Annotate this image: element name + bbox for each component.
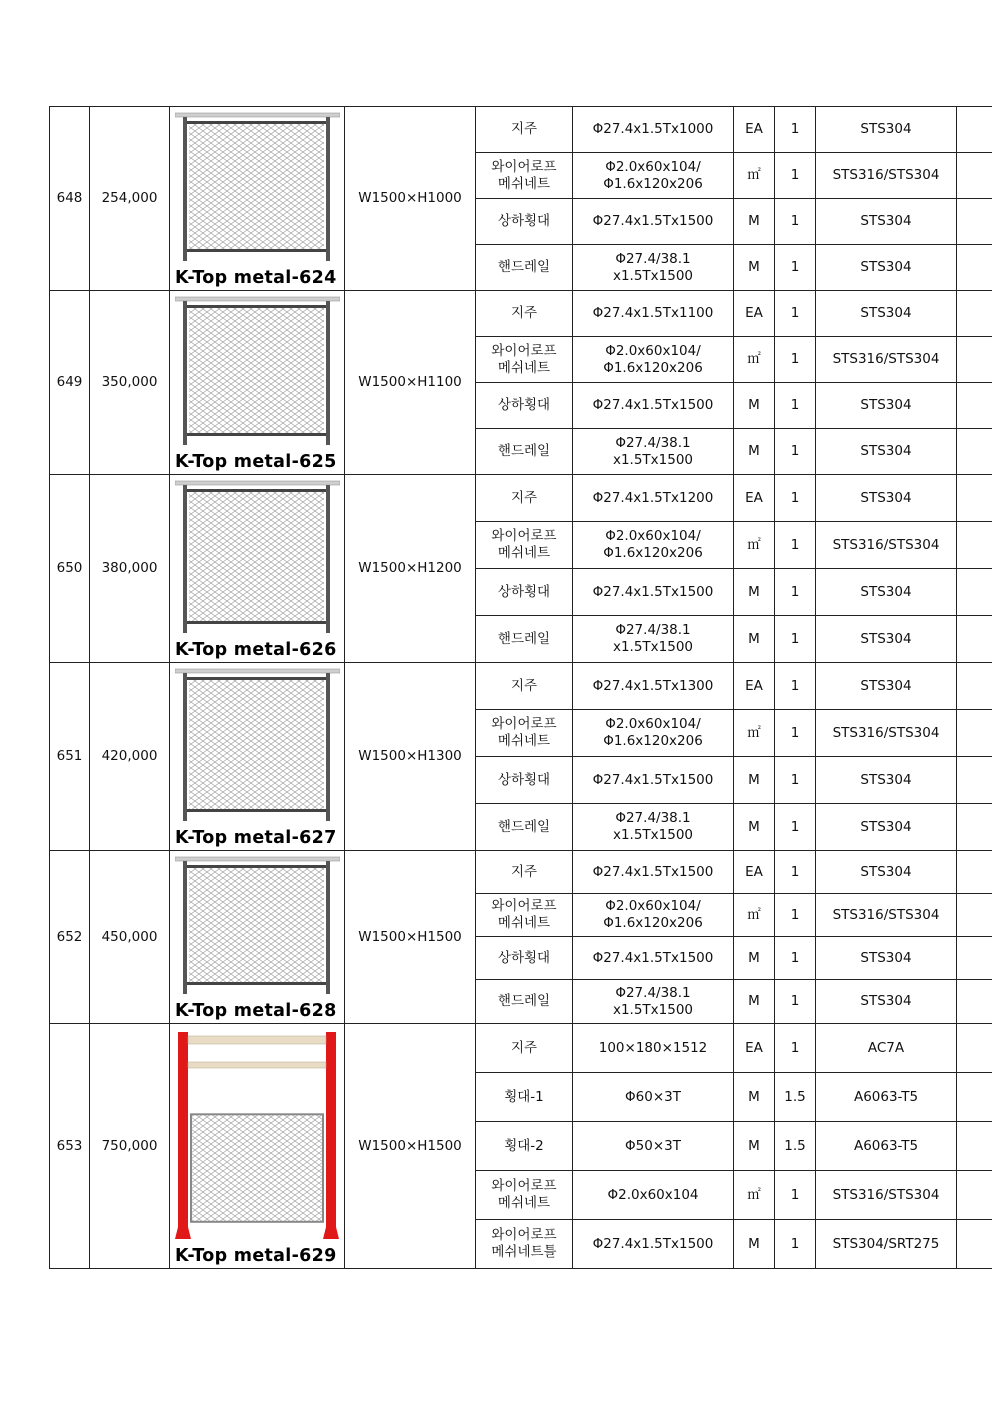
part-unit: M	[734, 1073, 775, 1122]
part-name: 와이어로프 메쉬네트	[476, 710, 573, 757]
part-note	[957, 1122, 992, 1171]
part-spec: Φ2.0x60x104/ Φ1.6x120x206	[573, 710, 734, 757]
part-unit: M	[734, 980, 775, 1024]
product-spec-table	[49, 106, 992, 1269]
railing-illustration	[175, 475, 340, 639]
part-unit: EA	[734, 475, 775, 522]
railing-illustration	[175, 663, 340, 827]
item-number: 653	[50, 1024, 90, 1269]
part-material: A6063-T5	[816, 1073, 957, 1122]
part-spec: Φ2.0x60x104/ Φ1.6x120x206	[573, 522, 734, 569]
model-name: K-Top metal-628	[175, 1001, 337, 1021]
part-material: STS316/STS304	[816, 894, 957, 937]
part-name: 와이어로프 메쉬네트	[476, 894, 573, 937]
part-note	[957, 337, 992, 383]
part-note	[957, 937, 992, 980]
part-name: 지주	[476, 1024, 573, 1073]
part-name: 상하횡대	[476, 199, 573, 245]
product-image	[170, 851, 344, 1022]
part-note	[957, 1073, 992, 1122]
part-spec: Φ27.4x1.5Tx1500	[573, 383, 734, 429]
part-material: STS316/STS304	[816, 522, 957, 569]
part-spec: Φ2.0x60x104	[573, 1171, 734, 1220]
part-note	[957, 107, 992, 153]
item-price: 420,000	[90, 663, 170, 851]
product-image-cell	[170, 107, 345, 291]
part-unit: M	[734, 757, 775, 804]
part-note	[957, 569, 992, 616]
product-image	[170, 107, 344, 289]
part-qty: 1.5	[775, 1073, 816, 1122]
part-spec: Φ27.4x1.5Tx1300	[573, 663, 734, 710]
part-name: 와이어로프 메쉬네트	[476, 337, 573, 383]
part-spec: Φ50×3T	[573, 1122, 734, 1171]
item-size: W1500×H1500	[345, 851, 476, 1024]
product-row	[50, 291, 992, 337]
part-spec: Φ27.4x1.5Tx1500	[573, 569, 734, 616]
part-qty: 1	[775, 804, 816, 851]
part-name: 와이어로프 메쉬네트	[476, 522, 573, 569]
part-qty: 1	[775, 199, 816, 245]
part-material: STS304	[816, 616, 957, 663]
part-material: STS304	[816, 980, 957, 1024]
part-note	[957, 153, 992, 199]
product-image-cell	[170, 1024, 345, 1269]
part-name: 지주	[476, 663, 573, 710]
item-price: 750,000	[90, 1024, 170, 1269]
part-unit: M	[734, 1122, 775, 1171]
part-name: 상하횡대	[476, 569, 573, 616]
part-unit: ㎡	[734, 1171, 775, 1220]
product-image	[170, 1024, 344, 1267]
part-name: 횡대-1	[476, 1073, 573, 1122]
item-number: 648	[50, 107, 90, 291]
part-material: STS304	[816, 429, 957, 475]
part-material: STS304	[816, 757, 957, 804]
part-note	[957, 710, 992, 757]
part-unit: ㎡	[734, 153, 775, 199]
product-image	[170, 663, 344, 849]
part-unit: M	[734, 245, 775, 291]
item-number: 652	[50, 851, 90, 1024]
part-spec: Φ27.4x1.5Tx1500	[573, 1220, 734, 1269]
part-material: STS316/STS304	[816, 710, 957, 757]
product-image-cell	[170, 663, 345, 851]
part-spec: Φ27.4x1.5Tx1000	[573, 107, 734, 153]
part-unit: M	[734, 616, 775, 663]
part-qty: 1	[775, 383, 816, 429]
part-spec: Φ27.4/38.1 x1.5Tx1500	[573, 980, 734, 1024]
part-name: 핸드레일	[476, 429, 573, 475]
part-qty: 1	[775, 291, 816, 337]
part-qty: 1	[775, 616, 816, 663]
part-unit: ㎡	[734, 894, 775, 937]
part-material: STS316/STS304	[816, 1171, 957, 1220]
part-material: STS304	[816, 569, 957, 616]
part-name: 지주	[476, 851, 573, 894]
part-name: 핸드레일	[476, 804, 573, 851]
part-name: 핸드레일	[476, 980, 573, 1024]
railing-illustration	[175, 851, 340, 1000]
model-name: K-Top metal-629	[175, 1246, 337, 1266]
item-number: 649	[50, 291, 90, 475]
part-spec: Φ27.4x1.5Tx1500	[573, 937, 734, 980]
part-material: STS304	[816, 937, 957, 980]
item-number: 651	[50, 663, 90, 851]
railing-illustration	[175, 1024, 340, 1245]
part-material: STS304	[816, 383, 957, 429]
part-name: 지주	[476, 107, 573, 153]
part-material: STS304	[816, 291, 957, 337]
part-qty: 1	[775, 1024, 816, 1073]
part-spec: Φ27.4x1.5Tx1200	[573, 475, 734, 522]
part-qty: 1	[775, 245, 816, 291]
part-material: STS304	[816, 663, 957, 710]
part-unit: M	[734, 383, 775, 429]
part-name: 상하횡대	[476, 757, 573, 804]
part-spec: Φ27.4x1.5Tx1500	[573, 757, 734, 804]
item-size: W1500×H1300	[345, 663, 476, 851]
item-size: W1500×H1000	[345, 107, 476, 291]
part-name: 지주	[476, 291, 573, 337]
part-material: STS316/STS304	[816, 153, 957, 199]
part-qty: 1	[775, 980, 816, 1024]
part-qty: 1.5	[775, 1122, 816, 1171]
part-note	[957, 383, 992, 429]
part-unit: ㎡	[734, 522, 775, 569]
part-unit: M	[734, 1220, 775, 1269]
item-price: 350,000	[90, 291, 170, 475]
model-name: K-Top metal-625	[175, 452, 337, 472]
part-unit: ㎡	[734, 710, 775, 757]
product-row	[50, 851, 992, 894]
part-spec: Φ27.4x1.5Tx1500	[573, 851, 734, 894]
part-unit: EA	[734, 107, 775, 153]
part-qty: 1	[775, 475, 816, 522]
part-qty: 1	[775, 569, 816, 616]
part-qty: 1	[775, 757, 816, 804]
product-image	[170, 475, 344, 661]
part-note	[957, 980, 992, 1024]
part-spec: Φ2.0x60x104/ Φ1.6x120x206	[573, 894, 734, 937]
part-material: STS304	[816, 475, 957, 522]
part-note	[957, 429, 992, 475]
part-unit: ㎡	[734, 337, 775, 383]
part-material: STS316/STS304	[816, 337, 957, 383]
item-number: 650	[50, 475, 90, 663]
part-spec: Φ2.0x60x104/ Φ1.6x120x206	[573, 153, 734, 199]
part-material: STS304/SRT275	[816, 1220, 957, 1269]
part-note	[957, 616, 992, 663]
part-note	[957, 804, 992, 851]
model-name: K-Top metal-624	[175, 268, 337, 288]
item-size: W1500×H1500	[345, 1024, 476, 1269]
part-spec: Φ27.4x1.5Tx1500	[573, 199, 734, 245]
item-price: 254,000	[90, 107, 170, 291]
part-note	[957, 291, 992, 337]
part-qty: 1	[775, 522, 816, 569]
part-note	[957, 199, 992, 245]
part-unit: M	[734, 429, 775, 475]
part-note	[957, 757, 992, 804]
part-unit: M	[734, 199, 775, 245]
part-material: STS304	[816, 245, 957, 291]
item-price: 380,000	[90, 475, 170, 663]
part-spec: Φ27.4/38.1 x1.5Tx1500	[573, 245, 734, 291]
item-size: W1500×H1200	[345, 475, 476, 663]
part-note	[957, 475, 992, 522]
part-name: 상하횡대	[476, 383, 573, 429]
part-name: 와이어로프 메쉬네트	[476, 153, 573, 199]
part-qty: 1	[775, 937, 816, 980]
part-unit: M	[734, 569, 775, 616]
part-name: 핸드레일	[476, 616, 573, 663]
part-spec: Φ2.0x60x104/ Φ1.6x120x206	[573, 337, 734, 383]
part-unit: M	[734, 804, 775, 851]
part-note	[957, 1220, 992, 1269]
part-qty: 1	[775, 851, 816, 894]
product-image	[170, 291, 344, 473]
part-note	[957, 1024, 992, 1073]
part-material: AC7A	[816, 1024, 957, 1073]
part-qty: 1	[775, 337, 816, 383]
product-row	[50, 1024, 992, 1073]
part-unit: EA	[734, 291, 775, 337]
part-note	[957, 522, 992, 569]
part-unit: EA	[734, 851, 775, 894]
part-qty: 1	[775, 107, 816, 153]
item-price: 450,000	[90, 851, 170, 1024]
part-spec: Φ27.4/38.1 x1.5Tx1500	[573, 429, 734, 475]
item-size: W1500×H1100	[345, 291, 476, 475]
part-qty: 1	[775, 894, 816, 937]
part-note	[957, 245, 992, 291]
part-unit: EA	[734, 663, 775, 710]
part-note	[957, 1171, 992, 1220]
product-row	[50, 663, 992, 710]
part-name: 와이어로프 메쉬네트틀	[476, 1220, 573, 1269]
model-name: K-Top metal-626	[175, 640, 337, 660]
product-image-cell	[170, 851, 345, 1024]
part-material: A6063-T5	[816, 1122, 957, 1171]
part-material: STS304	[816, 804, 957, 851]
part-material: STS304	[816, 851, 957, 894]
part-spec: 100×180×1512	[573, 1024, 734, 1073]
part-material: STS304	[816, 199, 957, 245]
railing-illustration	[175, 291, 340, 451]
part-spec: Φ27.4x1.5Tx1100	[573, 291, 734, 337]
part-name: 상하횡대	[476, 937, 573, 980]
part-spec: Φ27.4/38.1 x1.5Tx1500	[573, 616, 734, 663]
model-name: K-Top metal-627	[175, 828, 337, 848]
part-spec: Φ27.4/38.1 x1.5Tx1500	[573, 804, 734, 851]
product-image-cell	[170, 291, 345, 475]
part-note	[957, 894, 992, 937]
part-note	[957, 851, 992, 894]
part-unit: EA	[734, 1024, 775, 1073]
part-qty: 1	[775, 663, 816, 710]
part-name: 핸드레일	[476, 245, 573, 291]
railing-illustration	[175, 107, 340, 267]
part-material: STS304	[816, 107, 957, 153]
product-row	[50, 107, 992, 153]
part-qty: 1	[775, 153, 816, 199]
part-name: 와이어로프 메쉬네트	[476, 1171, 573, 1220]
part-qty: 1	[775, 429, 816, 475]
part-qty: 1	[775, 1171, 816, 1220]
part-name: 횡대-2	[476, 1122, 573, 1171]
part-name: 지주	[476, 475, 573, 522]
product-image-cell	[170, 475, 345, 663]
part-qty: 1	[775, 710, 816, 757]
part-qty: 1	[775, 1220, 816, 1269]
product-row	[50, 475, 992, 522]
part-spec: Φ60×3T	[573, 1073, 734, 1122]
part-note	[957, 663, 992, 710]
part-unit: M	[734, 937, 775, 980]
